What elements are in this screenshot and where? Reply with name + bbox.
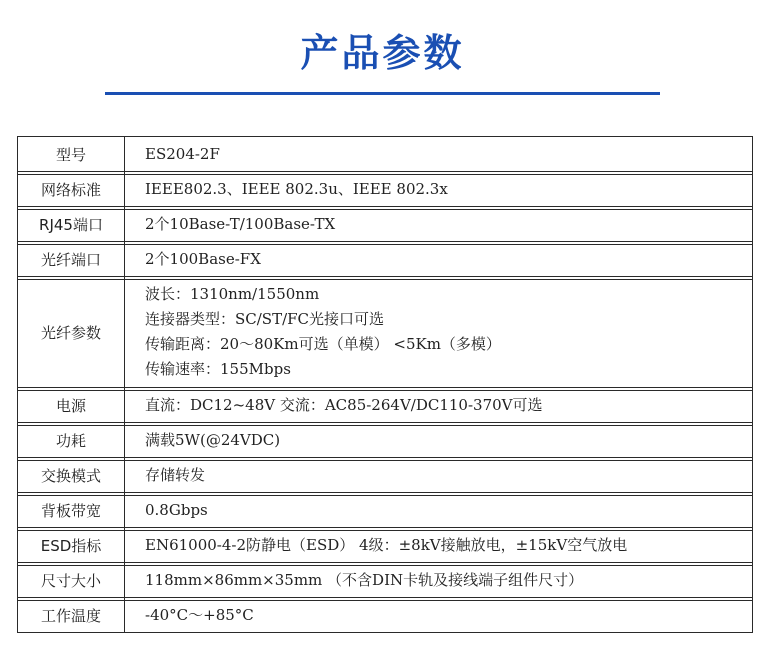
spec-value-line: 连接器类型：SC/ST/FC光接口可选 xyxy=(145,310,385,328)
spec-label: 交换模式 xyxy=(18,458,125,492)
spec-value-line: 存储转发 xyxy=(145,465,206,484)
spec-row xyxy=(17,276,753,387)
spec-value xyxy=(125,388,752,422)
spec-label: 尺寸大小 xyxy=(18,563,125,597)
spec-value-line: 直流：DC12~48V 交流：AC85-264V/DC110-370V可选 xyxy=(145,395,543,414)
spec-value-line: 0.8Gbps xyxy=(145,500,208,519)
spec-value-line: 传输速率：155Mbps xyxy=(145,360,291,378)
spec-value-line: EN61000-4-2防静电（ESD） 4级：±8kV接触放电，±15kV空气放电 xyxy=(145,535,628,554)
spec-label: 背板带宽 xyxy=(18,493,125,527)
spec-value-line: 传输距离：20～80Km可选（单模） <5Km（多模） xyxy=(145,335,501,353)
spec-value xyxy=(125,423,752,457)
spec-label: 型号 xyxy=(18,137,125,171)
spec-table xyxy=(17,136,753,633)
spec-value-line: 118mm×86mm×35mm （不含DIN卡轨及接线端子组件尺寸） xyxy=(145,570,584,589)
spec-value-line: ES204-2F xyxy=(145,144,220,163)
spec-value xyxy=(125,598,752,632)
spec-label: 网络标准 xyxy=(18,172,125,206)
spec-row xyxy=(17,136,753,171)
spec-label: 电源 xyxy=(18,388,125,422)
spec-value-line: 满载5W(@24VDC) xyxy=(145,430,281,449)
spec-row xyxy=(17,387,753,422)
spec-label: 光纤参数 xyxy=(18,277,125,387)
spec-row xyxy=(17,457,753,492)
spec-value xyxy=(125,528,752,562)
page-title: 产品参数 xyxy=(300,31,465,75)
spec-row xyxy=(17,597,753,633)
spec-value xyxy=(125,137,752,171)
spec-value xyxy=(125,172,752,206)
spec-value xyxy=(125,458,752,492)
spec-value xyxy=(125,563,752,597)
spec-row xyxy=(17,241,753,276)
spec-label: 光纤端口 xyxy=(18,242,125,276)
spec-value xyxy=(125,277,752,387)
spec-row xyxy=(17,171,753,206)
spec-row xyxy=(17,492,753,527)
spec-value xyxy=(125,242,752,276)
spec-value-line: 2个10Base-T/100Base-TX xyxy=(145,214,336,233)
spec-label: ESD指标 xyxy=(18,528,125,562)
spec-value xyxy=(125,207,752,241)
spec-label: 工作温度 xyxy=(18,598,125,632)
spec-value-line: -40°C～+85°C xyxy=(145,605,254,624)
spec-value-line: 波长：1310nm/1550nm xyxy=(145,285,320,303)
spec-label: RJ45端口 xyxy=(18,207,125,241)
spec-row xyxy=(17,206,753,241)
spec-row xyxy=(17,422,753,457)
title-underline xyxy=(105,92,660,95)
spec-value-line: IEEE802.3、IEEE 802.3u、IEEE 802.3x xyxy=(145,179,448,198)
spec-value-line: 2个100Base-FX xyxy=(145,249,261,268)
spec-row xyxy=(17,527,753,562)
spec-label: 功耗 xyxy=(18,423,125,457)
spec-row xyxy=(17,562,753,597)
spec-value xyxy=(125,493,752,527)
